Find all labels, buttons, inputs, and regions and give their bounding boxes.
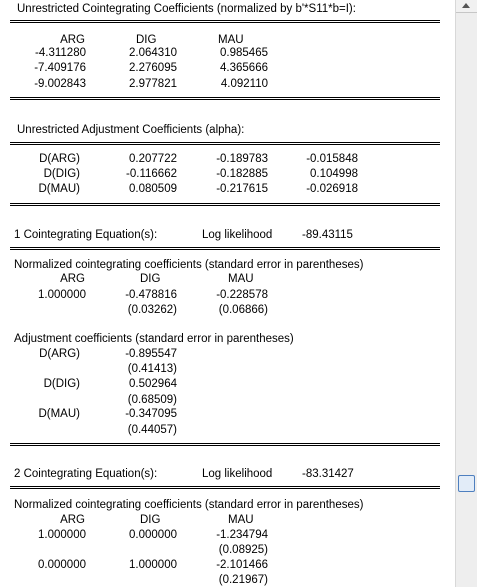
- scrollbar-thumb[interactable]: [458, 475, 475, 492]
- col-header-dig: DIG: [136, 34, 157, 46]
- row-label: D(DIG): [43, 378, 80, 390]
- divider: [10, 247, 440, 250]
- row-label: D(ARG): [39, 153, 80, 165]
- std-error: (0.08925): [218, 544, 268, 556]
- cell: -1.234794: [216, 529, 268, 541]
- cell: -0.189783: [216, 153, 268, 165]
- cell: 2.276095: [129, 62, 177, 74]
- col-header-dig: DIG: [140, 514, 161, 526]
- col-header-arg: ARG: [60, 514, 85, 526]
- cell: 0.207722: [129, 153, 177, 165]
- eq2-title: 2 Cointegrating Equation(s):: [14, 468, 158, 480]
- cell: -2.101466: [216, 559, 268, 571]
- cell: 4.092110: [220, 78, 268, 90]
- cell: -0.015848: [306, 153, 358, 165]
- row-label: D(ARG): [39, 348, 80, 360]
- col-header-mau: MAU: [228, 273, 254, 285]
- section2-title: Unrestricted Adjustment Coefficients (alpha):: [17, 124, 245, 136]
- cell: 0.000000: [129, 529, 177, 541]
- cell: -9.002843: [34, 78, 86, 90]
- cell: -0.182885: [216, 168, 268, 180]
- col-header-mau: MAU: [228, 514, 254, 526]
- cell: -7.409176: [34, 62, 86, 74]
- cell: -0.478816: [125, 289, 177, 301]
- divider: [10, 486, 440, 489]
- divider: [10, 142, 440, 145]
- cell: 0.104998: [310, 168, 358, 180]
- vertical-scrollbar[interactable]: [455, 0, 477, 587]
- col-header-mau: MAU: [218, 34, 244, 46]
- divider: [10, 203, 440, 206]
- divider: [10, 20, 440, 23]
- cell: 2.064310: [129, 47, 177, 59]
- cell: -4.311280: [35, 47, 86, 59]
- col-header-dig: DIG: [140, 273, 161, 285]
- arrow-up-icon: [462, 3, 470, 8]
- divider: [10, 97, 440, 100]
- eq1-norm-title: Normalized cointegrating coefficients (standard error in parentheses): [14, 259, 364, 271]
- cell: -0.217615: [216, 183, 268, 195]
- std-error: (0.44057): [127, 424, 177, 436]
- eq2-norm-title: Normalized cointegrating coefficients (standard error in parentheses): [14, 499, 364, 511]
- col-header-arg: ARG: [60, 34, 85, 46]
- cell: -0.228578: [216, 289, 268, 301]
- cell: 1.000000: [38, 529, 86, 541]
- cell: -0.026918: [306, 183, 358, 195]
- col-header-arg: ARG: [60, 273, 85, 285]
- cell: -0.347095: [125, 408, 177, 420]
- divider: [10, 443, 440, 446]
- eq1-title: 1 Cointegrating Equation(s):: [14, 229, 158, 241]
- row-label: D(MAU): [38, 408, 80, 420]
- cell: -0.895547: [125, 348, 177, 360]
- std-error: (0.68509): [127, 394, 177, 406]
- std-error: (0.41413): [127, 363, 177, 375]
- eq1-ll-value: -89.43115: [302, 229, 353, 241]
- scroll-up-button[interactable]: [456, 0, 477, 13]
- row-label: D(DIG): [43, 168, 80, 180]
- cell: 1.000000: [129, 559, 177, 571]
- cell: 0.502964: [129, 378, 177, 390]
- cell: 0.080509: [129, 183, 177, 195]
- eq2-ll-value: -83.31427: [302, 468, 354, 480]
- std-error: (0.03262): [127, 304, 177, 316]
- eq1-ll-label: Log likelihood: [202, 229, 273, 241]
- cell: -0.116662: [126, 168, 177, 180]
- cell: 4.365666: [220, 62, 268, 74]
- cell: 0.000000: [38, 559, 86, 571]
- eq1-adj-title: Adjustment coefficients (standard error in parentheses): [14, 333, 294, 345]
- cell: 0.985465: [220, 47, 268, 59]
- cell: 2.977821: [129, 78, 177, 90]
- std-error: (0.06866): [218, 304, 268, 316]
- std-error: (0.21967): [218, 574, 268, 586]
- row-label: D(MAU): [38, 183, 80, 195]
- eq2-ll-label: Log likelihood: [202, 468, 273, 480]
- section1-title: Unrestricted Cointegrating Coefficients (normalized by b'*S11*b=I):: [17, 3, 356, 15]
- cell: 1.000000: [38, 289, 86, 301]
